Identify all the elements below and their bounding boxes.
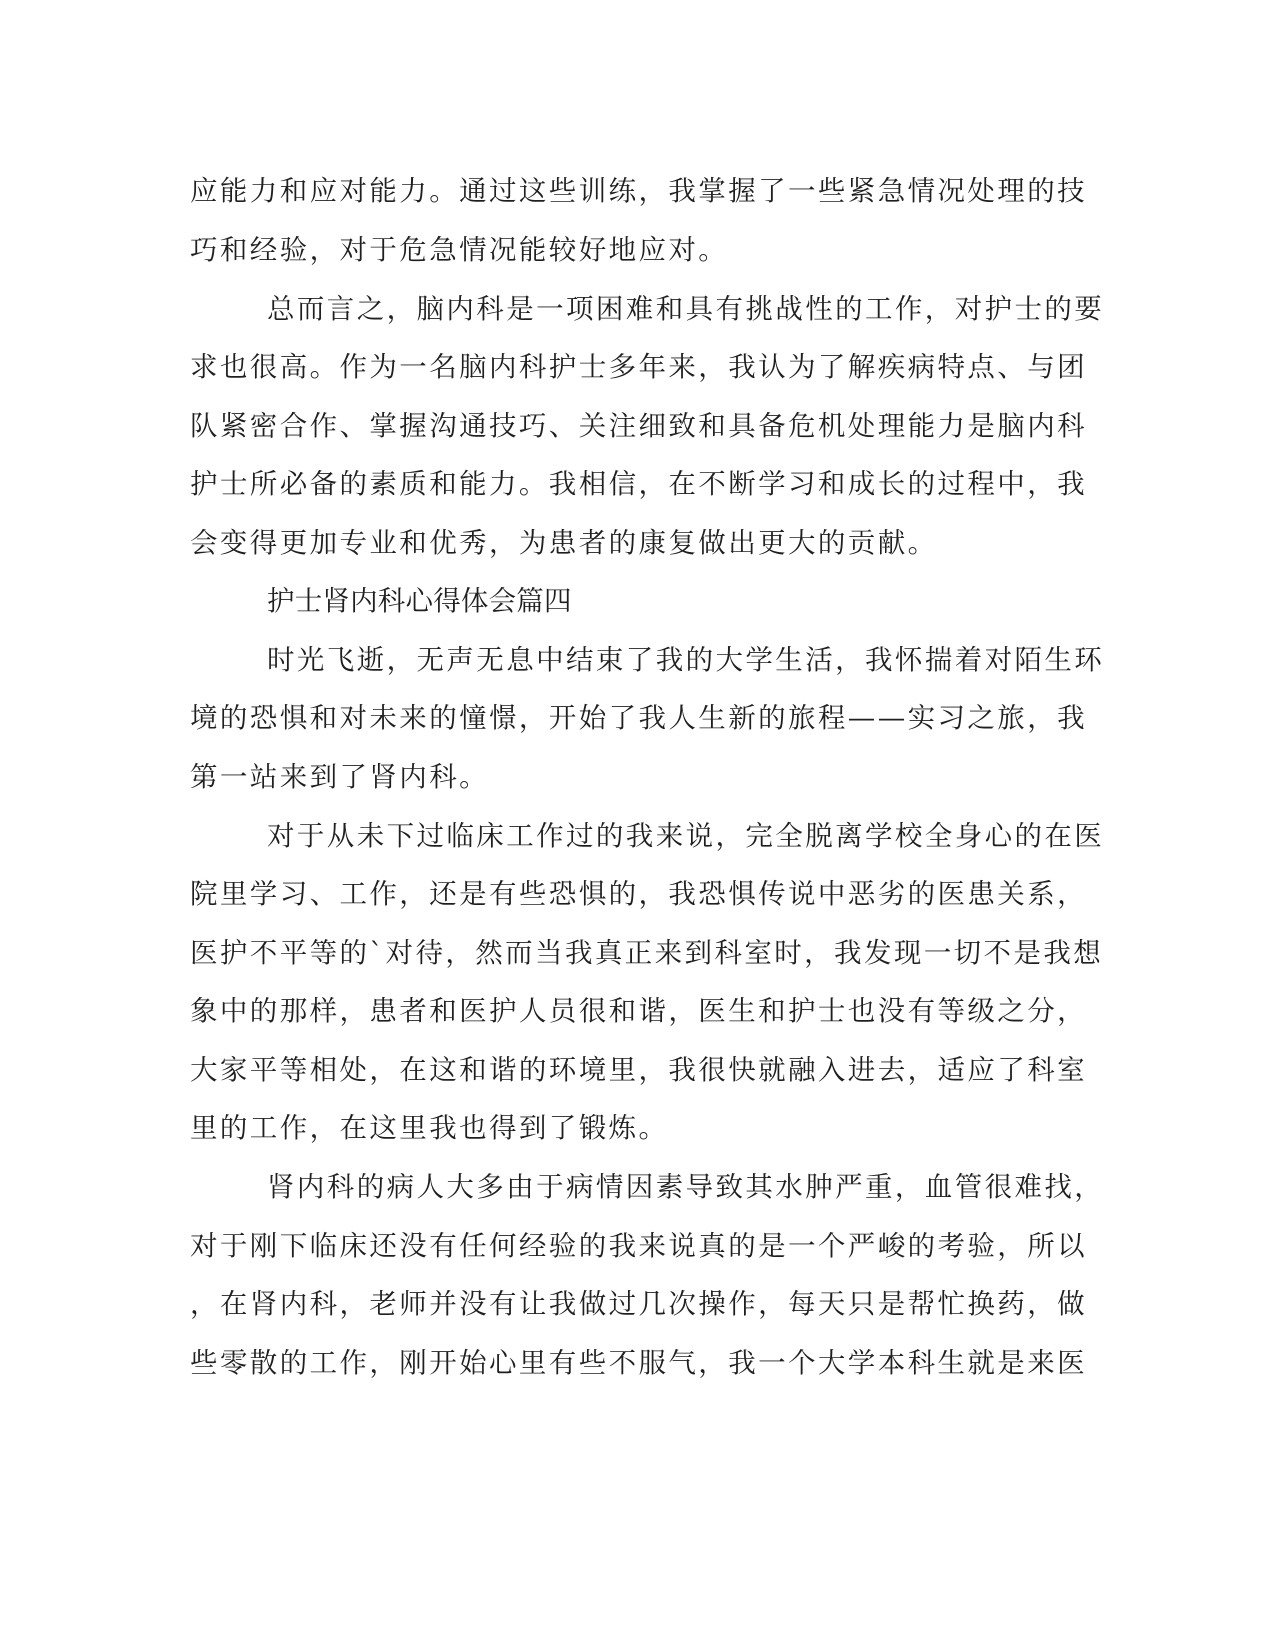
paragraph-line: 总而言之，脑内科是一项困难和具有挑战性的工作，对护士的要	[267, 293, 1105, 325]
paragraph-line: 些零散的工作，刚开始心里有些不服气，我一个大学本科生就是来医	[190, 1347, 1087, 1379]
paragraph-line: 会变得更加专业和优秀，为患者的康复做出更大的贡献。	[190, 527, 938, 559]
paragraph-line: 队紧密合作、掌握沟通技巧、关注细致和具备危机处理能力是脑内科	[190, 410, 1087, 442]
paragraph-line: 对于刚下临床还没有任何经验的我来说真的是一个严峻的考验，所以	[190, 1230, 1087, 1262]
paragraph-line: 第一站来到了肾内科。	[190, 761, 489, 793]
paragraph-line: 医护不平等的`对待，然而当我真正来到科室时，我发现一切不是我想	[190, 937, 1104, 969]
paragraph-line: 求也很高。作为一名脑内科护士多年来，我认为了解疾病特点、与团	[190, 351, 1087, 383]
paragraph-line: 象中的那样，患者和医护人员很和谐，医生和护士也没有等级之分，	[190, 995, 1087, 1027]
paragraph-line: 护士所必备的素质和能力。我相信，在不断学习和成长的过程中，我	[190, 468, 1087, 500]
paragraph-line: 肾内科的病人大多由于病情因素导致其水肿严重，血管很难找，	[267, 1171, 1105, 1203]
paragraph-line: 巧和经验，对于危急情况能较好地应对。	[190, 234, 729, 266]
paragraph-line: 里的工作，在这里我也得到了锻炼。	[190, 1112, 669, 1144]
paragraph-line: 院里学习、工作，还是有些恐惧的，我恐惧传说中恶劣的医患关系，	[190, 878, 1087, 910]
paragraph-line: 境的恐惧和对未来的憧憬，开始了我人生新的旅程——实习之旅，我	[190, 702, 1087, 734]
paragraph-line: 对于从未下过临床工作过的我来说，完全脱离学校全身心的在医	[267, 820, 1105, 852]
paragraph-line: 应能力和应对能力。通过这些训练，我掌握了一些紧急情况处理的技	[190, 175, 1087, 207]
paragraph-line: 时光飞逝，无声无息中结束了我的大学生活，我怀揣着对陌生环	[267, 644, 1105, 676]
section-heading: 护士肾内科心得体会篇四	[267, 585, 572, 617]
paragraph-line: 大家平等相处，在这和谐的环境里，我很快就融入进去，适应了科室	[190, 1054, 1087, 1086]
paragraph-line: ，在肾内科，老师并没有让我做过几次操作，每天只是帮忙换药，做	[190, 1288, 1087, 1320]
